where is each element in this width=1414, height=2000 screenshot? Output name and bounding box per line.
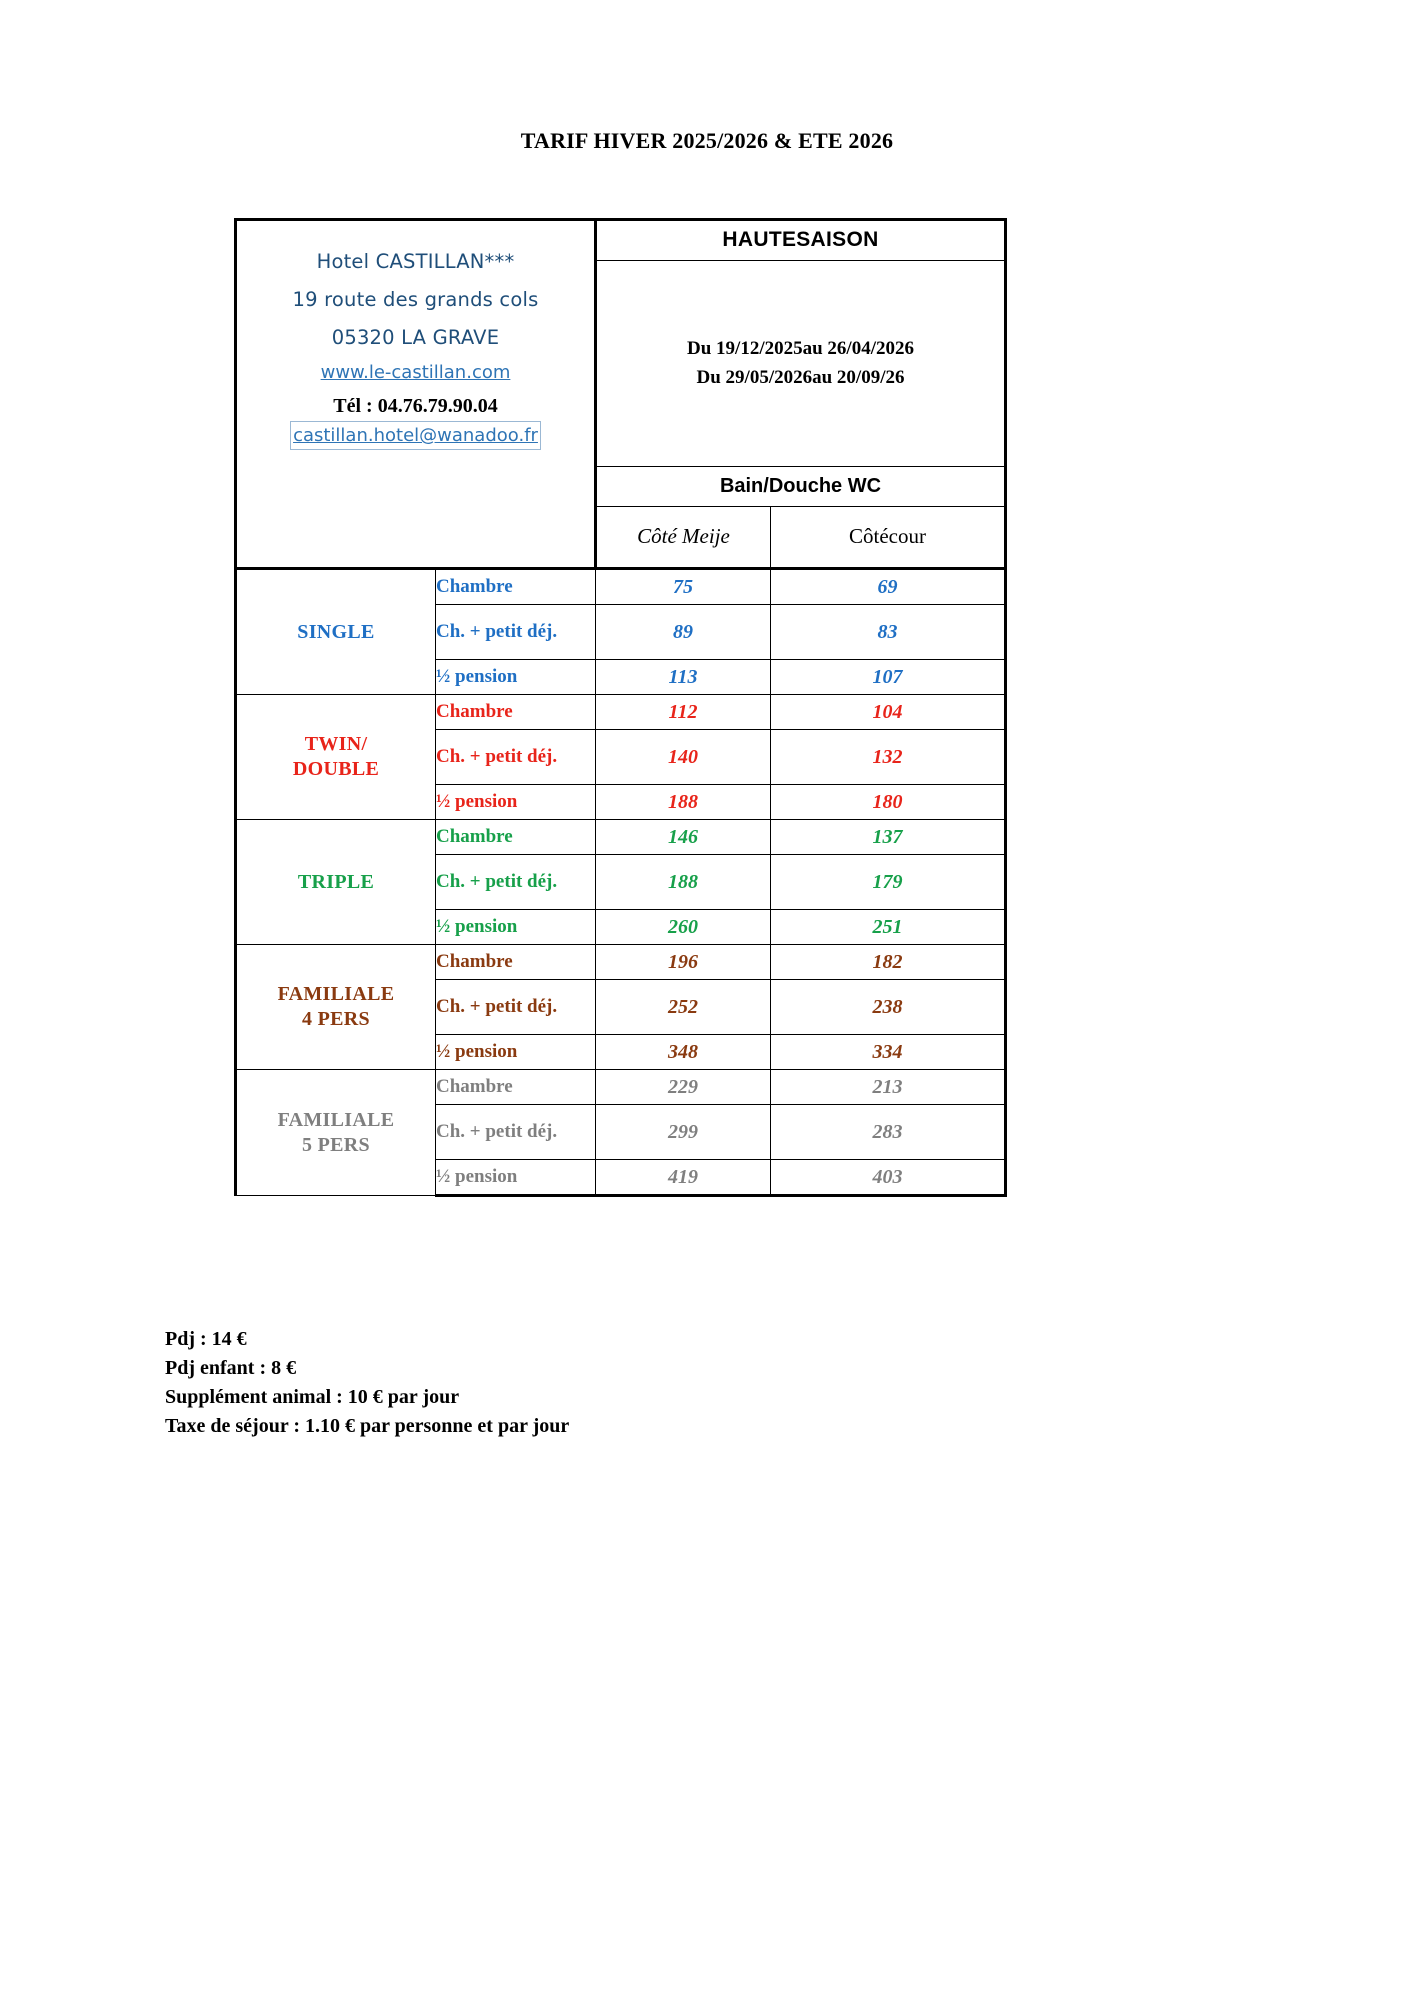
- price-fam4-bb-cour: 238: [771, 980, 1006, 1035]
- category-single: SINGLE: [236, 569, 436, 695]
- column-header-cote-meije: Côté Meije: [596, 506, 771, 569]
- category-twin-line2: DOUBLE: [292, 758, 380, 780]
- note-breakfast: Pdj : 14 €: [165, 1328, 247, 1350]
- facility-header: Bain/Douche WC: [596, 466, 1006, 506]
- service-label-room-breakfast: Ch. + petit déj.: [436, 730, 596, 785]
- price-twin-room-cour: 104: [771, 695, 1006, 730]
- service-label-room: Chambre: [436, 945, 596, 980]
- price-twin-bb-cour: 132: [771, 730, 1006, 785]
- price-triple-room-cour: 137: [771, 820, 1006, 855]
- price-fam5-bb-meije: 299: [596, 1105, 771, 1160]
- price-single-room-cour: 69: [771, 569, 1006, 605]
- hotel-email-link[interactable]: castillan.hotel@wanadoo.fr: [290, 421, 541, 450]
- category-triple: TRIPLE: [236, 820, 436, 945]
- category-familiale-5: [236, 1070, 436, 1196]
- service-label-half-board: ½ pension: [436, 910, 596, 945]
- service-label-room-breakfast: Ch. + petit déj.: [436, 605, 596, 660]
- category-fam4-line2: 4 PERS: [302, 1008, 370, 1030]
- price-fam5-room-meije: 229: [596, 1070, 771, 1105]
- price-fam4-room-cour: 182: [771, 945, 1006, 980]
- hotel-name: Hotel CASTILLAN***: [316, 250, 515, 273]
- season-dates: [596, 260, 1006, 466]
- price-fam5-hb-meije: 419: [596, 1160, 771, 1196]
- category-twin-double: [236, 695, 436, 820]
- note-breakfast-child: Pdj enfant : 8 €: [165, 1357, 297, 1379]
- note-pet-supplement: Supplément animal : 10 € par jour: [165, 1386, 460, 1408]
- category-twin-line1: TWIN/: [304, 733, 368, 755]
- table-row-fam4-room: [236, 945, 1006, 980]
- price-triple-bb-meije: 188: [596, 855, 771, 910]
- price-triple-bb-cour: 179: [771, 855, 1006, 910]
- price-single-bb-cour: 83: [771, 605, 1006, 660]
- season-dates-line1: Du 19/12/2025au 26/04/2026: [687, 337, 914, 359]
- price-fam4-hb-cour: 334: [771, 1035, 1006, 1070]
- notes-block: [165, 1325, 569, 1441]
- category-fam4-line1: FAMILIALE: [277, 983, 395, 1005]
- price-fam4-hb-meije: 348: [596, 1035, 771, 1070]
- service-label-half-board: ½ pension: [436, 785, 596, 820]
- page-title: TARIF HIVER 2025/2026 & ETE 2026: [520, 128, 894, 153]
- hotel-info-block: [237, 221, 594, 567]
- hotel-website-link[interactable]: www.le-castillan.com: [320, 362, 511, 384]
- price-single-room-meije: 75: [596, 569, 771, 605]
- price-triple-room-meije: 146: [596, 820, 771, 855]
- price-twin-room-meije: 112: [596, 695, 771, 730]
- note-tourist-tax: Taxe de séjour : 1.10 € par personne et par jour: [165, 1415, 570, 1437]
- service-label-room: Chambre: [436, 695, 596, 730]
- category-familiale-4: [236, 945, 436, 1070]
- service-label-half-board: ½ pension: [436, 1160, 596, 1196]
- table-row-fam5-room: [236, 1070, 1006, 1105]
- price-twin-hb-meije: 188: [596, 785, 771, 820]
- tariff-table: [234, 218, 1007, 1197]
- service-label-room-breakfast: Ch. + petit déj.: [436, 1105, 596, 1160]
- price-single-hb-meije: 113: [596, 660, 771, 695]
- category-fam5-line2: 5 PERS: [302, 1133, 370, 1156]
- service-label-half-board: ½ pension: [436, 1035, 596, 1070]
- table-row-season-header: [236, 220, 1006, 261]
- price-fam4-room-meije: 196: [596, 945, 771, 980]
- price-single-hb-cour: 107: [771, 660, 1006, 695]
- service-label-room: Chambre: [436, 1070, 596, 1105]
- service-label-room-breakfast: Ch. + petit déj.: [436, 855, 596, 910]
- service-label-room-breakfast: Ch. + petit déj.: [436, 980, 596, 1035]
- table-row-single-room: [236, 569, 1006, 605]
- price-twin-hb-cour: 180: [771, 785, 1006, 820]
- season-header: HAUTESAISON: [596, 220, 1006, 261]
- price-fam4-bb-meije: 252: [596, 980, 771, 1035]
- service-label-room: Chambre: [436, 569, 596, 605]
- price-fam5-room-cour: 213: [771, 1070, 1006, 1105]
- hotel-phone: Tél : 04.76.79.90.04: [333, 395, 498, 418]
- hotel-city: 05320 LA GRAVE: [331, 326, 500, 350]
- price-twin-bb-meije: 140: [596, 730, 771, 785]
- hotel-address: 19 route des grands cols: [292, 288, 539, 312]
- service-label-room: Chambre: [436, 820, 596, 855]
- table-row-triple-room: [236, 820, 1006, 855]
- price-triple-hb-meije: 260: [596, 910, 771, 945]
- season-dates-line2: Du 29/05/2026au 20/09/26: [696, 367, 905, 389]
- price-fam5-bb-cour: 283: [771, 1105, 1006, 1160]
- category-fam5-line1: FAMILIALE: [277, 1108, 395, 1131]
- column-header-cotecour: Côtécour: [771, 506, 1006, 569]
- price-fam5-hb-cour: 403: [771, 1160, 1006, 1196]
- price-single-bb-meije: 89: [596, 605, 771, 660]
- price-triple-hb-cour: 251: [771, 910, 1006, 945]
- service-label-half-board: ½ pension: [436, 660, 596, 695]
- table-row-twin-room: [236, 695, 1006, 730]
